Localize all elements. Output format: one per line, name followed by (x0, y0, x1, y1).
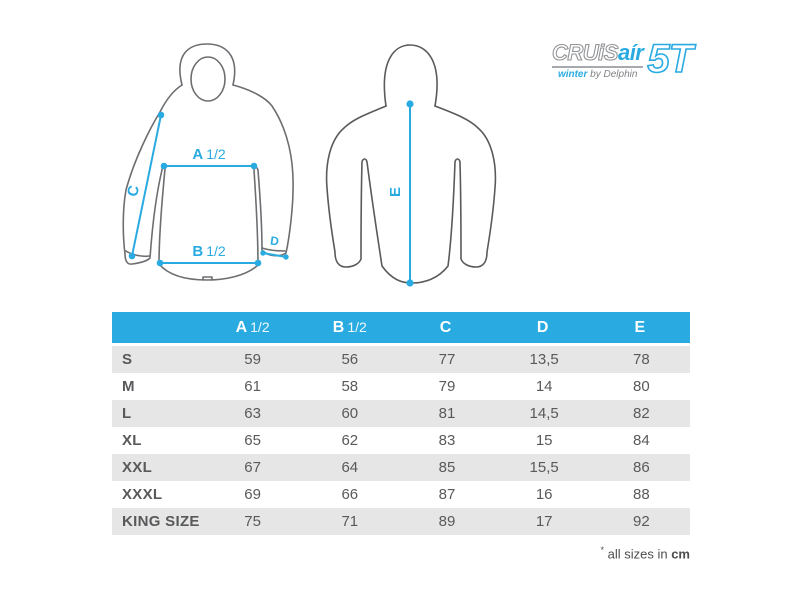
front-hood-outline (180, 44, 235, 85)
row-size-label: XXXL (122, 486, 163, 503)
table-row (112, 345, 690, 374)
front-measure-label-d: D (269, 233, 280, 249)
front-measure-d (260, 234, 288, 260)
cell-value: 66 (341, 486, 359, 503)
cell-value: 65 (244, 432, 261, 449)
front-measure-label-a: A 1/2 (192, 146, 226, 163)
cell-value: 16 (535, 486, 553, 503)
logo-divider (552, 66, 643, 68)
cell-value: 89 (438, 513, 456, 530)
table-row (112, 508, 690, 535)
front-measure-b (157, 243, 262, 266)
table-row (112, 400, 690, 427)
cell-value: 58 (341, 378, 359, 395)
brand-name (552, 42, 643, 64)
brand-tagline (552, 69, 643, 80)
cell-value: 82 (633, 405, 650, 422)
cell-value: 87 (438, 486, 456, 503)
cell-value: 79 (438, 378, 456, 395)
header-col-d: D (496, 312, 593, 345)
brand-name-solid: aír (617, 40, 644, 65)
cell-value: 71 (341, 513, 359, 530)
front-measure-label-b: B 1/2 (192, 243, 226, 260)
size-table (112, 312, 690, 535)
cell-value: 63 (244, 405, 261, 422)
front-hood-opening (191, 57, 225, 101)
cell-value: 83 (438, 432, 456, 449)
jacket-front-diagram (112, 40, 297, 288)
cell-value: 77 (438, 351, 456, 368)
table-row (112, 373, 690, 400)
header-col-e: E (593, 312, 690, 345)
cell-value: 60 (341, 405, 359, 422)
footnote-unit: cm (671, 546, 690, 562)
row-size-label: XL (122, 432, 142, 449)
cell-value: 86 (633, 459, 650, 476)
cell-value: 15,5 (529, 459, 559, 476)
footnote-text: all sizes in (604, 546, 672, 562)
cell-value: 15 (535, 432, 553, 449)
back-measure-e (387, 100, 414, 286)
cell-value: 92 (633, 513, 650, 530)
cell-value: 80 (633, 378, 650, 395)
cell-value: 56 (341, 351, 359, 368)
front-measure-label-c: C (124, 183, 144, 199)
brand-name-outline: CRUiS (552, 40, 618, 65)
jacket-back-diagram (322, 40, 518, 290)
back-hood-outline (384, 45, 437, 106)
row-size-label: L (122, 405, 132, 422)
cell-value: 64 (341, 459, 359, 476)
tagline-by-delphin: by Delphin (587, 68, 638, 80)
cell-value: 17 (535, 513, 553, 530)
row-size-label: KING SIZE (122, 513, 200, 530)
cell-value: 61 (244, 378, 261, 395)
cell-value: 88 (633, 486, 650, 503)
row-size-label: S (122, 351, 133, 368)
cell-value: 67 (244, 459, 261, 476)
header-col-c: C (398, 312, 495, 345)
back-measure-label-e: E (387, 186, 404, 198)
table-row (112, 454, 690, 481)
brand-badge-5t: 5T (647, 37, 693, 81)
brand-logo (552, 37, 693, 81)
cell-value: 85 (438, 459, 456, 476)
cell-value: 75 (244, 513, 261, 530)
footnote-asterisk: * (600, 545, 604, 555)
header-col-a: A 1/2 (204, 312, 301, 345)
brand-logo-wordmark (552, 42, 643, 80)
cell-value: 59 (244, 351, 261, 368)
cell-value: 69 (244, 486, 261, 503)
footnote (600, 545, 690, 561)
tagline-winter: winter (557, 68, 588, 80)
header-col-b: B 1/2 (301, 312, 398, 345)
table-row (112, 427, 690, 454)
cell-value: 84 (633, 432, 650, 449)
size-table-header-row (112, 312, 690, 345)
cell-value: 14,5 (529, 405, 559, 422)
cell-value: 62 (341, 432, 359, 449)
cell-value: 78 (633, 351, 650, 368)
header-size-column (112, 312, 204, 345)
row-size-label: M (122, 378, 135, 395)
table-row (112, 481, 690, 508)
cell-value: 14 (535, 378, 553, 395)
row-size-label: XXL (122, 459, 153, 476)
cell-value: 81 (438, 405, 456, 422)
front-right-cuff-line (262, 248, 285, 251)
front-measure-a (161, 146, 258, 169)
cell-value: 13,5 (529, 351, 559, 368)
